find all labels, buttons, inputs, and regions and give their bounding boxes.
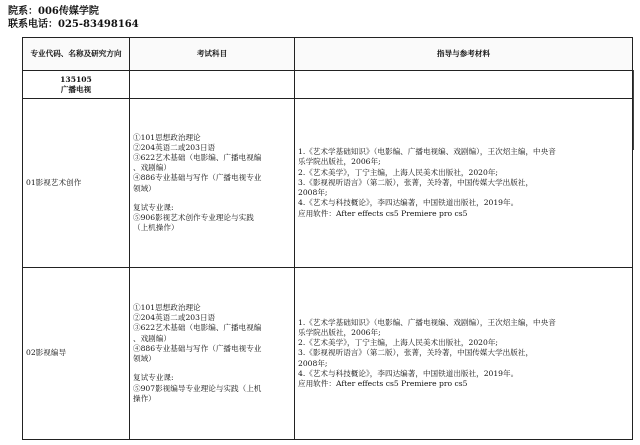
table-header-row xyxy=(23,38,633,71)
subject-line: ④886专业基础与写作（广播电视专业 xyxy=(133,343,262,353)
column-header-major: 专业代码、名称及研究方向 xyxy=(23,38,130,71)
direction-name: 02影视编导 xyxy=(23,268,130,440)
reference-line: 4.《艺术与科技概论》，李四达编著，中国铁道出版社，2019年。 xyxy=(298,198,519,208)
major-subjects-empty xyxy=(130,71,295,99)
reference-line: 1.《艺术学基础知识》（电影编、广播电视编、戏剧编），王次炤主编，中央音 xyxy=(298,147,556,157)
references-cell xyxy=(295,99,633,268)
reference-line: 2008年; xyxy=(298,188,328,198)
subject-line: ①101思想政治理论 xyxy=(133,132,201,142)
subject-line: 领域） xyxy=(133,183,156,193)
subject-line: ①101思想政治理论 xyxy=(133,303,201,313)
department-title: 院系：006传媒学院 xyxy=(8,6,99,17)
retest-line: ⑤906影视艺术创作专业理论与实践 xyxy=(133,213,254,222)
column-header-subjects: 考试科目 xyxy=(130,38,295,71)
reference-line: 乐学院出版社，2006年; xyxy=(298,327,381,337)
table-row xyxy=(23,268,633,440)
table-row xyxy=(23,99,633,268)
major-cell xyxy=(23,71,130,99)
subjects-cell xyxy=(130,99,295,268)
subject-line: ④886专业基础与写作（广播电视专业 xyxy=(133,173,262,183)
subject-line: ③622艺术基础（电影编、广播电视编 xyxy=(133,323,262,333)
major-code: 135105 xyxy=(60,74,92,84)
reference-line: 2.《艺术美学》，丁宁主编，上海人民美术出版社，2020年; xyxy=(298,338,498,348)
reference-line: 2008年; xyxy=(298,358,328,368)
retest-line: ⑤907影视编导专业理论与实践（上机 xyxy=(133,383,262,393)
page-edge-divider xyxy=(633,70,640,150)
retest-label: 复试专业课: xyxy=(133,202,174,212)
direction-name: 01影视艺术创作 xyxy=(23,99,130,268)
retest-label: 复试专业课: xyxy=(133,373,174,383)
subject-line: ③622艺术基础（电影编、广播电视编 xyxy=(133,152,262,162)
subjects-cell xyxy=(130,268,295,440)
subject-line: ②204英语二或203日语 xyxy=(133,142,216,152)
reference-line: 3.《影视视听语言》（第二版），张菁，关玲著，中国传媒大学出版社， xyxy=(298,348,534,358)
software-line: 应用软件：After effects cs5 Premiere pro cs5 xyxy=(298,379,468,388)
retest-line: 操作） xyxy=(133,393,156,403)
subject-line: 、戏剧编） xyxy=(133,163,171,173)
program-table xyxy=(22,37,633,440)
major-name: 广播电视 xyxy=(60,84,92,94)
subject-line: 、戏剧编） xyxy=(133,333,171,343)
reference-line: 2.《艺术美学》，丁宁主编，上海人民美术出版社，2020年; xyxy=(298,167,498,177)
references-cell xyxy=(295,268,633,440)
reference-line: 4.《艺术与科技概论》，李四达编著，中国铁道出版社，2019年。 xyxy=(298,368,519,378)
major-refs-empty xyxy=(295,71,633,99)
contact-phone: 联系电话：025-83498164 xyxy=(8,19,139,30)
column-header-references: 指导与参考材料 xyxy=(295,38,633,71)
reference-line: 1.《艺术学基础知识》（电影编、广播电视编、戏剧编），王次炤主编，中央音 xyxy=(298,317,556,327)
subject-line: 领域） xyxy=(133,354,156,364)
reference-line: 乐学院出版社，2006年; xyxy=(298,157,381,167)
software-line: 应用软件：After effects cs5 Premiere pro cs5 xyxy=(298,208,468,218)
retest-line: （上机操作） xyxy=(133,223,179,233)
reference-line: 3.《影视视听语言》（第二版），张菁，关玲著，中国传媒大学出版社， xyxy=(298,177,534,187)
major-row xyxy=(23,71,633,99)
subject-line: ②204英语二或203日语 xyxy=(133,313,216,323)
